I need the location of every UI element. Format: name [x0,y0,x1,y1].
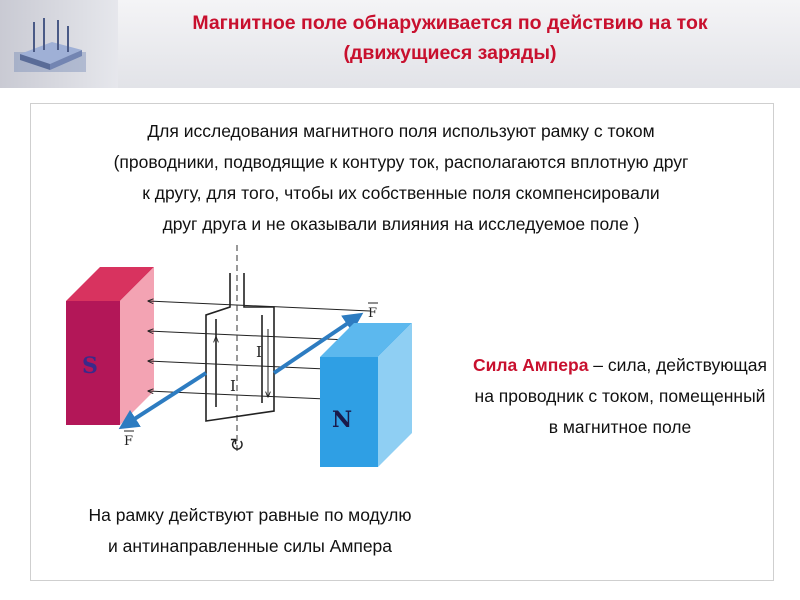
caption-line-1: На рамку действуют равные по модулю [88,505,412,525]
caption-line-2: и антинаправленные силы Ампера [107,536,393,556]
slide-title [120,8,780,68]
intro-text [34,116,768,240]
intro-line-3: к другу, для того, чтобы их собственные поля скомпенсировали [142,183,660,203]
definition-text: – сила, действующая на проводник с током, помещенный в магнитное поле [474,355,767,437]
current-label-right: I [256,343,262,361]
magnet-s [66,267,154,425]
pole-s-label: S [82,353,98,379]
force-label-bottom: F [124,434,134,449]
title-line-2: (движущиеся заряды) [343,42,557,64]
title-line-1: Магнитное поле обнаруживается по действию на ток [192,12,708,34]
intro-line-4: друг друга и не оказывали влияния на исследуемое поле ) [162,214,640,234]
pole-n-label: N [331,407,353,433]
rotation-icon: ↻ [229,435,245,455]
ampere-force-definition [470,350,770,443]
slide-header [0,0,800,88]
force-label-top: F [368,306,378,321]
current-label-left: I [230,377,236,395]
definition-term: Сила Ампера [473,355,589,375]
ampere-frame-diagram [30,245,450,495]
diagram-caption [30,500,470,562]
magnet-n [320,323,412,467]
intro-line-1: Для исследования магнитного поля используют рамку с током [147,121,655,141]
antenna-device-icon [8,8,92,80]
intro-line-2: (проводники, подводящие к контуру ток, располагаются вплотную друг [113,152,689,172]
